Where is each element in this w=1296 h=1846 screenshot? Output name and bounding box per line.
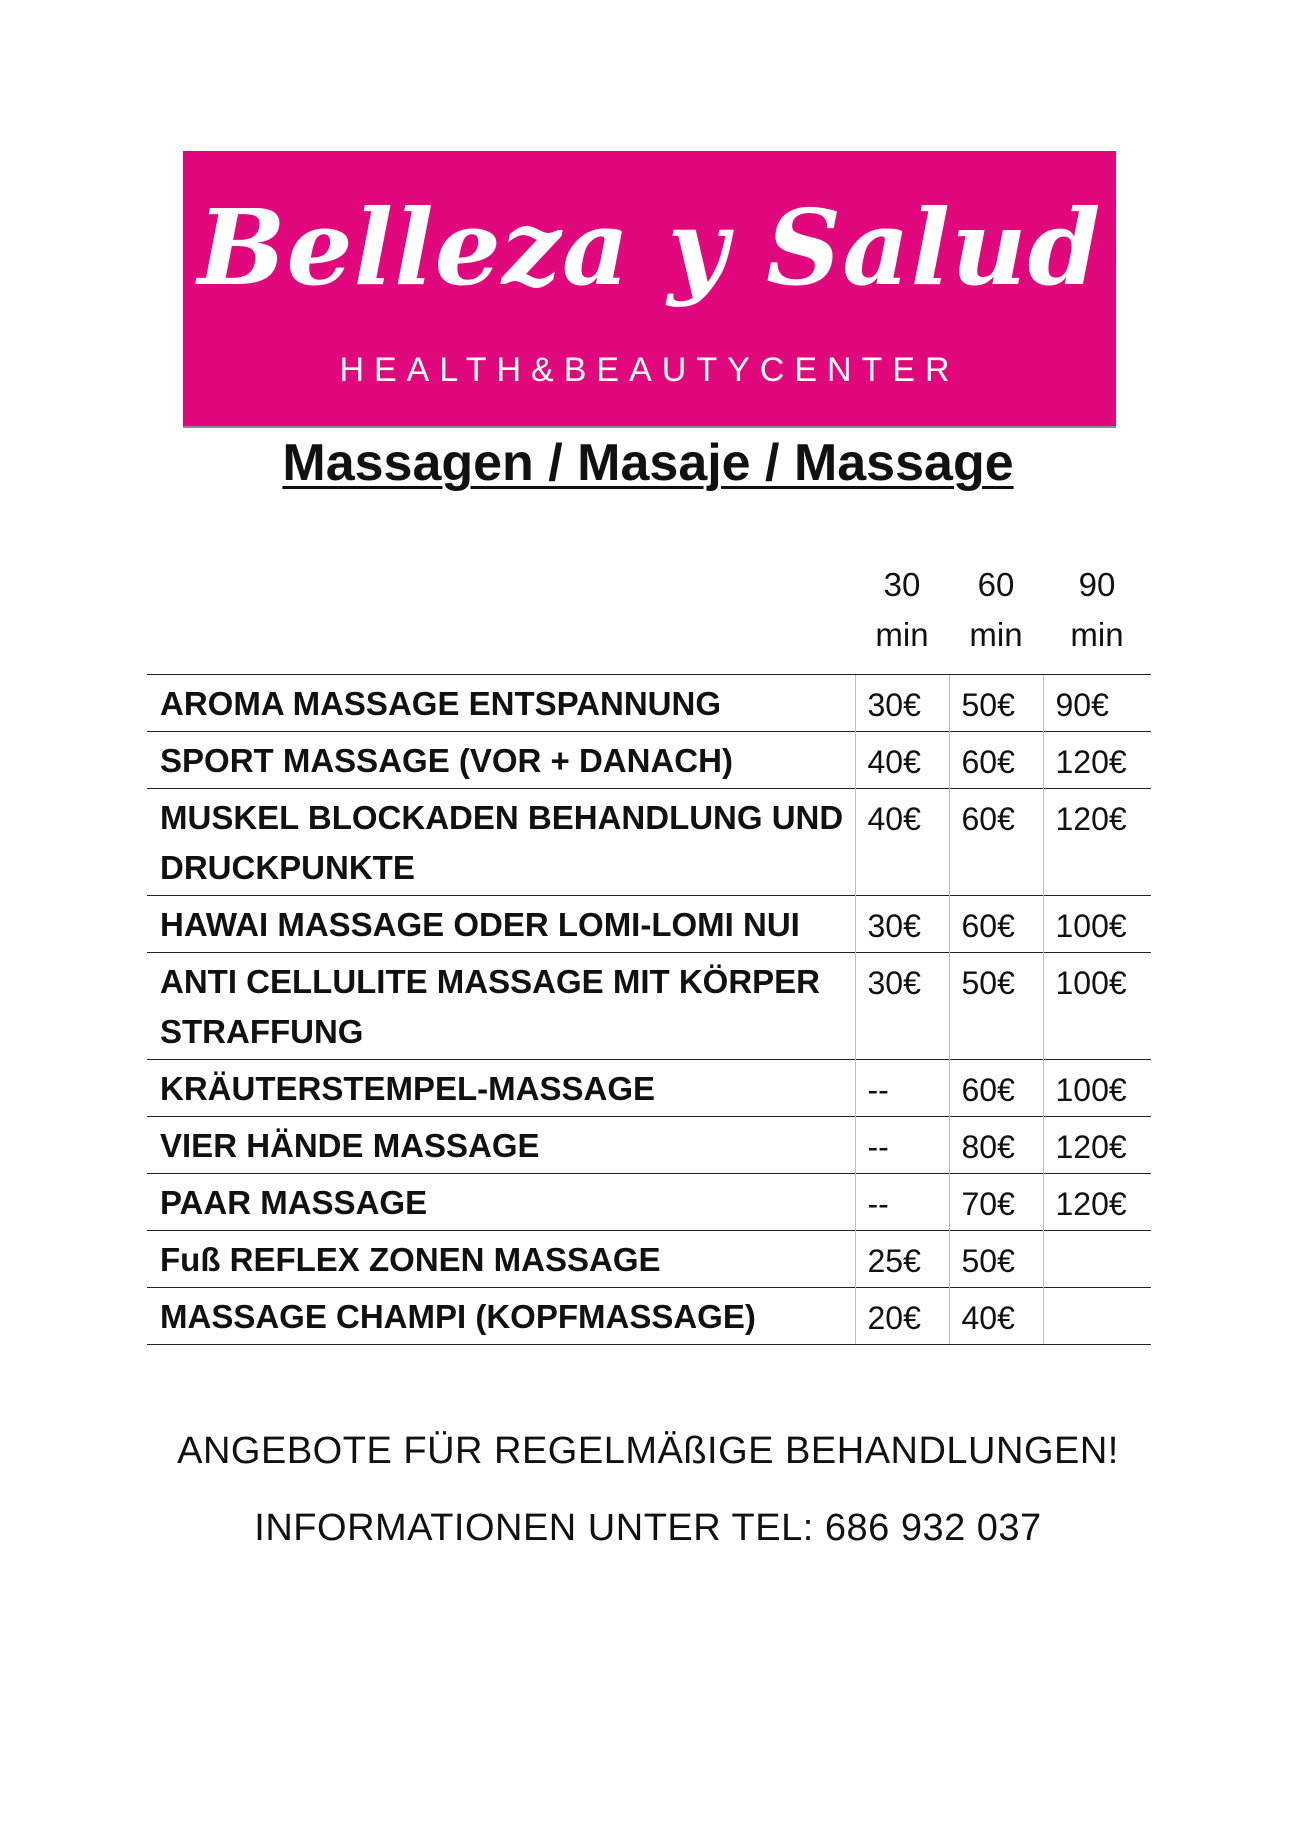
price-60-min: 40€ (949, 1288, 1043, 1345)
price-90-min: 120€ (1043, 732, 1151, 789)
table-row (147, 1231, 1151, 1288)
table-row (147, 732, 1151, 789)
service-name: MUSKEL BLOCKADEN BEHANDLUNG UND DRUCKPUNKTE (147, 789, 855, 896)
table-row (147, 953, 1151, 1060)
service-name: PAAR MASSAGE (147, 1174, 855, 1231)
duration-number: 30 (883, 566, 921, 603)
price-60-min: 60€ (949, 1060, 1043, 1117)
table-row (147, 675, 1151, 732)
price-30-min: 30€ (855, 675, 949, 732)
service-name: HAWAI MASSAGE ODER LOMI-LOMI NUI (147, 896, 855, 953)
service-name: Fuß REFLEX ZONEN MASSAGE (147, 1231, 855, 1288)
logo-script-text: Belleza y Salud (197, 186, 1102, 309)
price-60-min: 50€ (949, 953, 1043, 1060)
header-service-spacer (147, 560, 855, 675)
offers-notice: ANGEBOTE FÜR REGELMÄßIGE BEHANDLUNGEN! (177, 1430, 1119, 1472)
price-90-min: 100€ (1043, 953, 1151, 1060)
header-duration-60 (949, 560, 1043, 675)
price-90-min: 120€ (1043, 789, 1151, 896)
price-30-min: 20€ (855, 1288, 949, 1345)
price-30-min: 30€ (855, 953, 949, 1060)
page-title: Massagen / Masaje / Massage (282, 434, 1014, 492)
price-60-min: 60€ (949, 789, 1043, 896)
price-table (147, 560, 1151, 1345)
service-name: KRÄUTERSTEMPEL-MASSAGE (147, 1060, 855, 1117)
duration-unit: min (969, 616, 1023, 653)
price-30-min: -- (855, 1174, 949, 1231)
price-30-min: -- (855, 1060, 949, 1117)
price-90-min (1043, 1231, 1151, 1288)
price-30-min: 40€ (855, 789, 949, 896)
price-60-min: 80€ (949, 1117, 1043, 1174)
duration-unit: min (875, 616, 929, 653)
price-90-min: 100€ (1043, 1060, 1151, 1117)
service-name: ANTI CELLULITE MASSAGE MIT KÖRPER STRAFFUNG (147, 953, 855, 1060)
price-60-min: 70€ (949, 1174, 1043, 1231)
price-60-min: 50€ (949, 675, 1043, 732)
price-90-min: 120€ (1043, 1117, 1151, 1174)
price-60-min: 50€ (949, 1231, 1043, 1288)
duration-unit: min (1070, 616, 1124, 653)
contact-info: INFORMATIONEN UNTER TEL: 686 932 037 (254, 1507, 1042, 1549)
logo-tagline: HEALTH&BEAUTYCENTER (339, 351, 960, 389)
price-30-min: 40€ (855, 732, 949, 789)
price-30-min: 30€ (855, 896, 949, 953)
service-name: AROMA MASSAGE ENTSPANNUNG (147, 675, 855, 732)
header-duration-90 (1043, 560, 1151, 675)
table-row (147, 1060, 1151, 1117)
service-name: MASSAGE CHAMPI (KOPFMASSAGE) (147, 1288, 855, 1345)
price-60-min: 60€ (949, 896, 1043, 953)
price-30-min: 25€ (855, 1231, 949, 1288)
table-row (147, 789, 1151, 896)
price-60-min: 60€ (949, 732, 1043, 789)
header-duration-30 (855, 560, 949, 675)
price-30-min: -- (855, 1117, 949, 1174)
table-row (147, 1288, 1151, 1345)
duration-number: 90 (1078, 566, 1116, 603)
duration-number: 60 (977, 566, 1015, 603)
table-row (147, 1117, 1151, 1174)
service-name: SPORT MASSAGE (VOR + DANACH) (147, 732, 855, 789)
price-90-min: 90€ (1043, 675, 1151, 732)
price-table-header (147, 560, 1151, 675)
price-90-min: 100€ (1043, 896, 1151, 953)
price-90-min: 120€ (1043, 1174, 1151, 1231)
table-row (147, 1174, 1151, 1231)
price-90-min (1043, 1288, 1151, 1345)
table-row (147, 896, 1151, 953)
service-name: VIER HÄNDE MASSAGE (147, 1117, 855, 1174)
logo-banner (183, 151, 1116, 426)
